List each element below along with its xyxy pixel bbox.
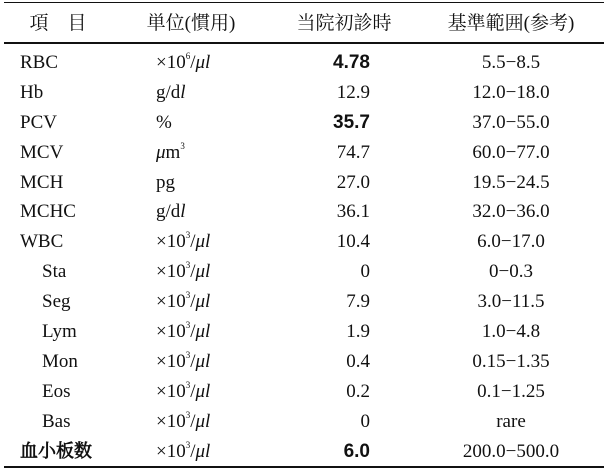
header-item: 項 目: [29, 13, 87, 34]
cell-item: MCH: [20, 171, 64, 193]
cell-item: 血小板数: [20, 440, 92, 462]
table-row: [0, 47, 609, 77]
cell-reference-range: 200.0−500.0: [462, 440, 560, 462]
table-row: [0, 406, 609, 436]
cell-reference-range: 1.0−4.8: [481, 321, 541, 343]
cell-reference-range: 0−0.3: [489, 261, 533, 283]
header-unit: 単位(慣用): [146, 13, 236, 34]
cell-unit: $\times 10^3/\mu l$: [156, 409, 211, 432]
table-row: [0, 137, 609, 167]
cell-unit: %: [156, 111, 172, 133]
cell-item: RBC: [20, 52, 59, 73]
cell-item: Mon: [42, 350, 78, 372]
cell-unit: $\times 10^3/\mu l$: [156, 379, 211, 402]
cell-reference-range: rare: [496, 410, 526, 432]
cell-item: WBC: [20, 231, 64, 253]
cell-item: Lym: [42, 321, 77, 343]
cell-value: 74.7: [336, 141, 370, 163]
cell-value: 1.9: [346, 321, 370, 343]
cell-item: Sta: [42, 261, 67, 283]
header-value: 当院初診時: [296, 13, 392, 34]
table-row: [0, 196, 609, 226]
cell-value: 0.2: [346, 380, 370, 402]
cell-unit: $\times 10^3/\mu l$: [156, 230, 211, 253]
cell-unit: $\times 10^3/\mu l$: [156, 320, 211, 343]
cell-value: 6.0: [343, 440, 370, 462]
table-body: [0, 47, 609, 465]
cell-item: Seg: [42, 291, 71, 313]
table-top-rule: [4, 2, 604, 3]
cell-unit: pg: [156, 171, 175, 193]
cell-reference-range: 6.0−17.0: [477, 231, 545, 253]
cell-reference-range: 0.15−1.35: [472, 350, 550, 372]
cell-unit: $\times 10^6/\mu l$: [156, 51, 211, 73]
table-row: [0, 107, 609, 137]
cell-reference-range: 0.1−1.25: [477, 380, 545, 402]
cell-unit: $\mu m^3$: [156, 140, 185, 163]
cell-value: 35.7: [333, 111, 370, 133]
cell-unit: $\times 10^3/\mu l$: [156, 349, 211, 372]
cell-value: 27.0: [336, 171, 370, 193]
table-row: [0, 256, 609, 286]
cell-value: 4.78: [333, 52, 370, 73]
cell-reference-range: 3.0−11.5: [477, 291, 545, 313]
cell-item: MCHC: [20, 201, 76, 223]
cell-value: 10.4: [336, 231, 370, 253]
cell-item: Eos: [42, 380, 71, 402]
cell-reference-range: 60.0−77.0: [472, 141, 550, 163]
cell-item: PCV: [20, 111, 57, 133]
cell-reference-range: 19.5−24.5: [472, 171, 550, 193]
table-row: [0, 376, 609, 406]
table-row: [0, 286, 609, 316]
cell-reference-range: 5.5−8.5: [481, 52, 541, 73]
cell-item: Bas: [42, 410, 71, 432]
cell-unit: $\times 10^3/\mu l$: [156, 290, 211, 313]
cell-value: 0: [360, 410, 370, 432]
cell-value: 0.4: [346, 350, 370, 372]
table-bottom-rule: [4, 466, 604, 468]
table-row: [0, 167, 609, 197]
header-reference-range: 基準範囲(参考): [447, 13, 575, 34]
table-row: [0, 316, 609, 346]
cell-unit: g/dl: [156, 81, 186, 103]
cell-item: Hb: [20, 81, 44, 103]
cell-value: 0: [360, 261, 370, 283]
table-row: [0, 226, 609, 256]
cell-value: 7.9: [346, 291, 370, 313]
cell-reference-range: 32.0−36.0: [472, 201, 550, 223]
cell-value: 36.1: [336, 201, 370, 223]
table-header-rule: [4, 42, 604, 44]
cell-reference-range: 12.0−18.0: [472, 81, 550, 103]
table-row: [0, 77, 609, 107]
cell-item: MCV: [20, 141, 64, 163]
table-row: [0, 346, 609, 376]
table-row: [0, 436, 609, 466]
cell-value: 12.9: [336, 81, 370, 103]
cell-unit: $\times 10^3/\mu l$: [156, 260, 211, 283]
cell-unit: g/dl: [156, 201, 186, 223]
cell-reference-range: 37.0−55.0: [472, 111, 550, 133]
cell-unit: $\times 10^3/\mu l$: [156, 439, 211, 462]
